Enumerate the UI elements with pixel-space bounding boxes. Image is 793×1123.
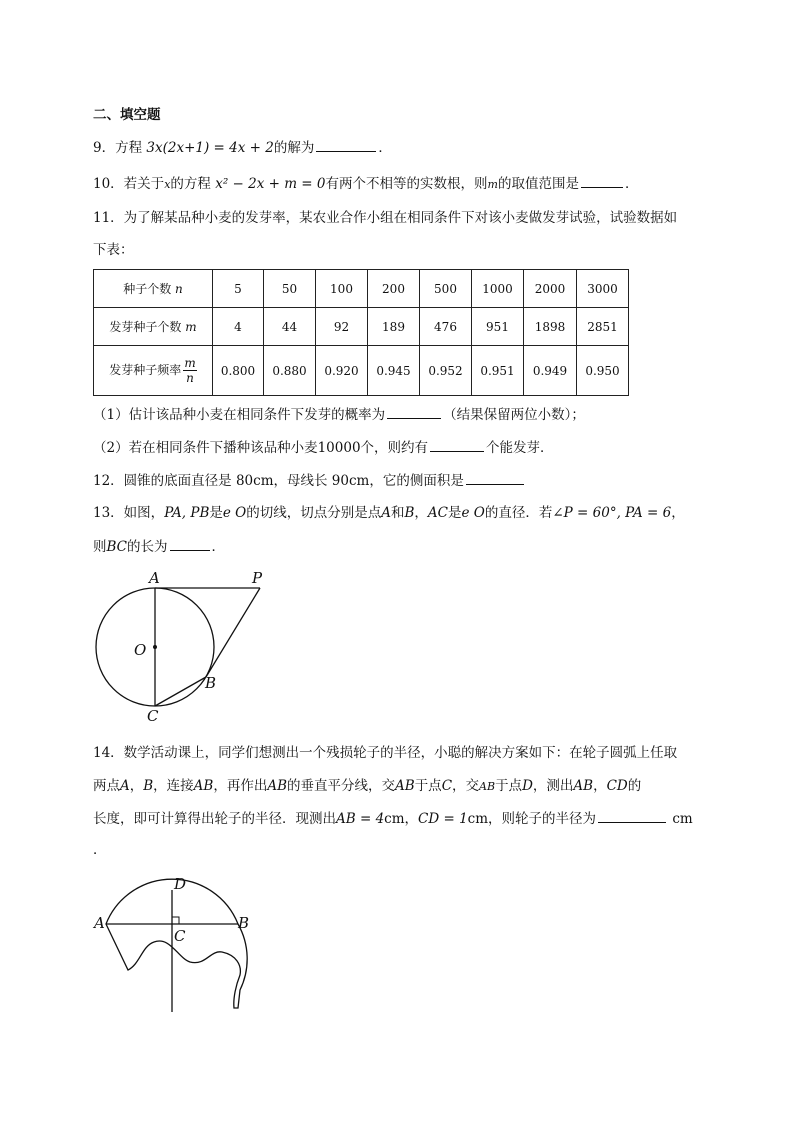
question-11-sub2: [93, 437, 554, 458]
label-a: A: [94, 914, 105, 932]
q13-point-b: B: [404, 505, 415, 521]
q13-condition: ∠P = 60°, PA = 6: [552, 505, 672, 521]
table-cell: 500: [420, 270, 472, 308]
q12-text: 12．圆锥的底面直径是 80cm，母线长 90cm，它的侧面积是: [93, 473, 464, 489]
question-9: [93, 137, 392, 158]
question-10: [93, 173, 638, 195]
table-cell: 0.920: [316, 346, 368, 396]
question-14-line4: ．: [93, 842, 107, 858]
q10-equation: x² − 2x + m = 0: [215, 176, 326, 192]
table-cell: 0.880: [264, 346, 316, 396]
q14-unit-1: cm，: [384, 811, 419, 827]
q10-mid1: 的方程: [170, 176, 211, 192]
q9-answer-blank[interactable]: [316, 137, 376, 152]
q10-end: ．: [624, 176, 639, 192]
label-b: B: [205, 674, 217, 692]
q14-l2-j: ，: [593, 778, 607, 794]
label-c: C: [174, 927, 186, 945]
q13-answer-blank[interactable]: [170, 536, 210, 551]
table-cell: 1000: [472, 270, 524, 308]
q14-l2-d: ，再作出: [213, 778, 268, 794]
section-title: 二、填空题: [93, 107, 161, 123]
q13-bc: BC: [106, 539, 128, 555]
q10-answer-blank[interactable]: [581, 173, 623, 188]
row2-label: 发芽种子个数: [109, 320, 182, 334]
table-cell: 100: [316, 270, 368, 308]
q13-line2-a: 则: [93, 539, 107, 555]
q9-eq-c: = 4x + 2: [213, 140, 274, 156]
q10-mid2: 有两个不相等的实数根，则: [325, 176, 488, 192]
q11-sub2-tail: 个能发芽．: [486, 440, 554, 456]
question-14-line2: [93, 776, 641, 797]
q14-answer-blank[interactable]: [598, 808, 666, 823]
right-angle-mark: [172, 917, 179, 924]
question-13-line2: [93, 536, 225, 557]
question-14-line1: 14．数学活动课上，同学们想测出一个残损轮子的半径，小聪的解决方案如下：在轮子圆弧上任取: [93, 745, 678, 761]
row2-label-cell: [94, 308, 213, 346]
q9-eq-b: (2x+1): [162, 140, 210, 156]
row1-label-cell: [94, 270, 213, 308]
table-cell: 5: [213, 270, 264, 308]
q13-text-d: 和: [390, 505, 405, 521]
q13-pa-pb: PA, PB: [164, 505, 210, 521]
q13-text-c: 的切线，切点分别是点: [246, 505, 382, 521]
q14-l2-i: ，测出: [532, 778, 574, 794]
q13-point-a: A: [381, 505, 391, 521]
q14-l2-h: 于点: [495, 778, 523, 794]
q9-number: 9．方程: [93, 140, 143, 156]
q11-sub2-text: （2）若在相同条件下播种该品种小麦10000个，则约有: [93, 440, 429, 456]
q14-ab-4: AB: [573, 778, 594, 794]
q14-point-c: C: [441, 778, 453, 794]
row3-fraction: [183, 356, 196, 385]
q14-point-a: A: [120, 778, 130, 794]
segment-bc: [155, 677, 206, 706]
label-p: P: [252, 569, 263, 587]
table-cell: 3000: [577, 270, 629, 308]
question-11-line2: 下表：: [93, 242, 134, 258]
q11-sub1-blank[interactable]: [387, 404, 441, 419]
table-cell: 50: [264, 270, 316, 308]
q14-diagram: [90, 870, 260, 1020]
question-14-line3: [93, 808, 693, 829]
label-o: O: [134, 641, 147, 659]
q13-line2-b: 的长为: [127, 539, 168, 555]
table-cell: 189: [368, 308, 420, 346]
q10-var-x: x: [164, 178, 171, 191]
question-12: [93, 470, 526, 491]
q11-sub1-text: （1）估计该品种小麦在相同条件下发芽的概率为: [93, 407, 386, 423]
germination-table: [93, 269, 629, 396]
q14-l2-a: 两点: [93, 778, 120, 794]
q13-text-f: 是: [448, 505, 462, 521]
table-cell: 44: [264, 308, 316, 346]
q14-point-b: B: [143, 778, 154, 794]
q12-answer-blank[interactable]: [466, 470, 524, 485]
q13-line2-end: ．: [211, 539, 226, 555]
label-b: B: [238, 914, 250, 932]
q13-circle-o-2: e O: [461, 505, 485, 521]
q14-ab-2: AB: [267, 778, 288, 794]
table-cell: 476: [420, 308, 472, 346]
q14-ab-1: AB: [193, 778, 214, 794]
q13-text-e: ，: [414, 505, 428, 521]
table-cell: 951: [472, 308, 524, 346]
q13-text-b: 是: [209, 505, 223, 521]
table-cell: 1898: [524, 308, 577, 346]
row3-label-cell: [94, 346, 213, 396]
tangent-pb: [206, 588, 260, 677]
table-cell: 0.950: [577, 346, 629, 396]
q14-l3-a: 长度，即可计算得出轮子的半径．现测出: [93, 811, 336, 827]
fraction-numerator: m: [184, 356, 196, 370]
label-c: C: [147, 707, 159, 725]
q10-number: 10．若关于: [93, 176, 165, 192]
q9-end: ．: [378, 140, 392, 156]
q13-diagram: [85, 560, 285, 730]
q11-sub2-blank[interactable]: [430, 437, 484, 452]
table-cell: 2000: [524, 270, 577, 308]
table-row: [94, 346, 629, 396]
q13-text-a: 13．如图，: [93, 505, 165, 521]
table-cell: 2851: [577, 308, 629, 346]
q14-arc-ab: AB: [479, 780, 496, 793]
q11-sub1-tail: （结果保留两位小数）；: [443, 407, 585, 423]
question-11-line1: 11．为了解某品种小麦的发芽率，某农业合作小组在相同条件下对该小麦做发芽试验，试验数据如: [93, 210, 678, 226]
q10-var-m: m: [487, 178, 498, 191]
q14-cd-1: CD: [606, 778, 628, 794]
table-row: [94, 270, 629, 308]
fraction-denominator: n: [186, 371, 194, 385]
table-cell: 0.952: [420, 346, 472, 396]
label-d: D: [174, 875, 187, 893]
table-cell: 0.945: [368, 346, 420, 396]
q14-unit-3: cm: [672, 811, 693, 827]
row2-var: m: [185, 320, 197, 334]
row1-label: 种子个数: [123, 282, 172, 296]
q14-l2-g: ，交: [452, 778, 480, 794]
row1-var: n: [175, 282, 183, 296]
q14-unit-2: cm，则轮子的半径为: [467, 811, 597, 827]
q9-tail: 的解为: [273, 140, 315, 156]
q14-l2-k: 的: [627, 778, 642, 794]
row3-label: 发芽种子频率: [109, 363, 182, 377]
q13-text-h: ，: [671, 505, 685, 521]
q13-text-g: 的直径．若: [484, 505, 553, 521]
q13-ac: AC: [427, 505, 448, 521]
center-dot: [153, 645, 157, 649]
table-cell: 0.949: [524, 346, 577, 396]
q14-ab-3: AB: [395, 778, 415, 794]
q14-point-d: D: [522, 778, 533, 794]
q14-cond-cd: CD = 1: [418, 811, 468, 827]
table-cell: 0.951: [472, 346, 524, 396]
q9-eq-a: 3x: [146, 140, 163, 156]
q14-l2-b: ，: [129, 778, 144, 794]
table-cell: 92: [316, 308, 368, 346]
question-11-sub1: [93, 404, 585, 425]
table-cell: 4: [213, 308, 264, 346]
q14-l2-c: ，连接: [153, 778, 194, 794]
q14-l2-e: 的垂直平分线，交: [287, 778, 396, 794]
table-cell: 0.800: [213, 346, 264, 396]
q13-circle-o-1: e O: [222, 505, 247, 521]
q10-tail: 的取值范围是: [497, 176, 579, 192]
table-cell: 200: [368, 270, 420, 308]
q14-l2-f: 于点: [414, 778, 442, 794]
label-a: A: [149, 569, 160, 587]
question-13-line1: [93, 503, 685, 523]
q14-cond-ab: AB = 4: [336, 811, 385, 827]
table-row: [94, 308, 629, 346]
